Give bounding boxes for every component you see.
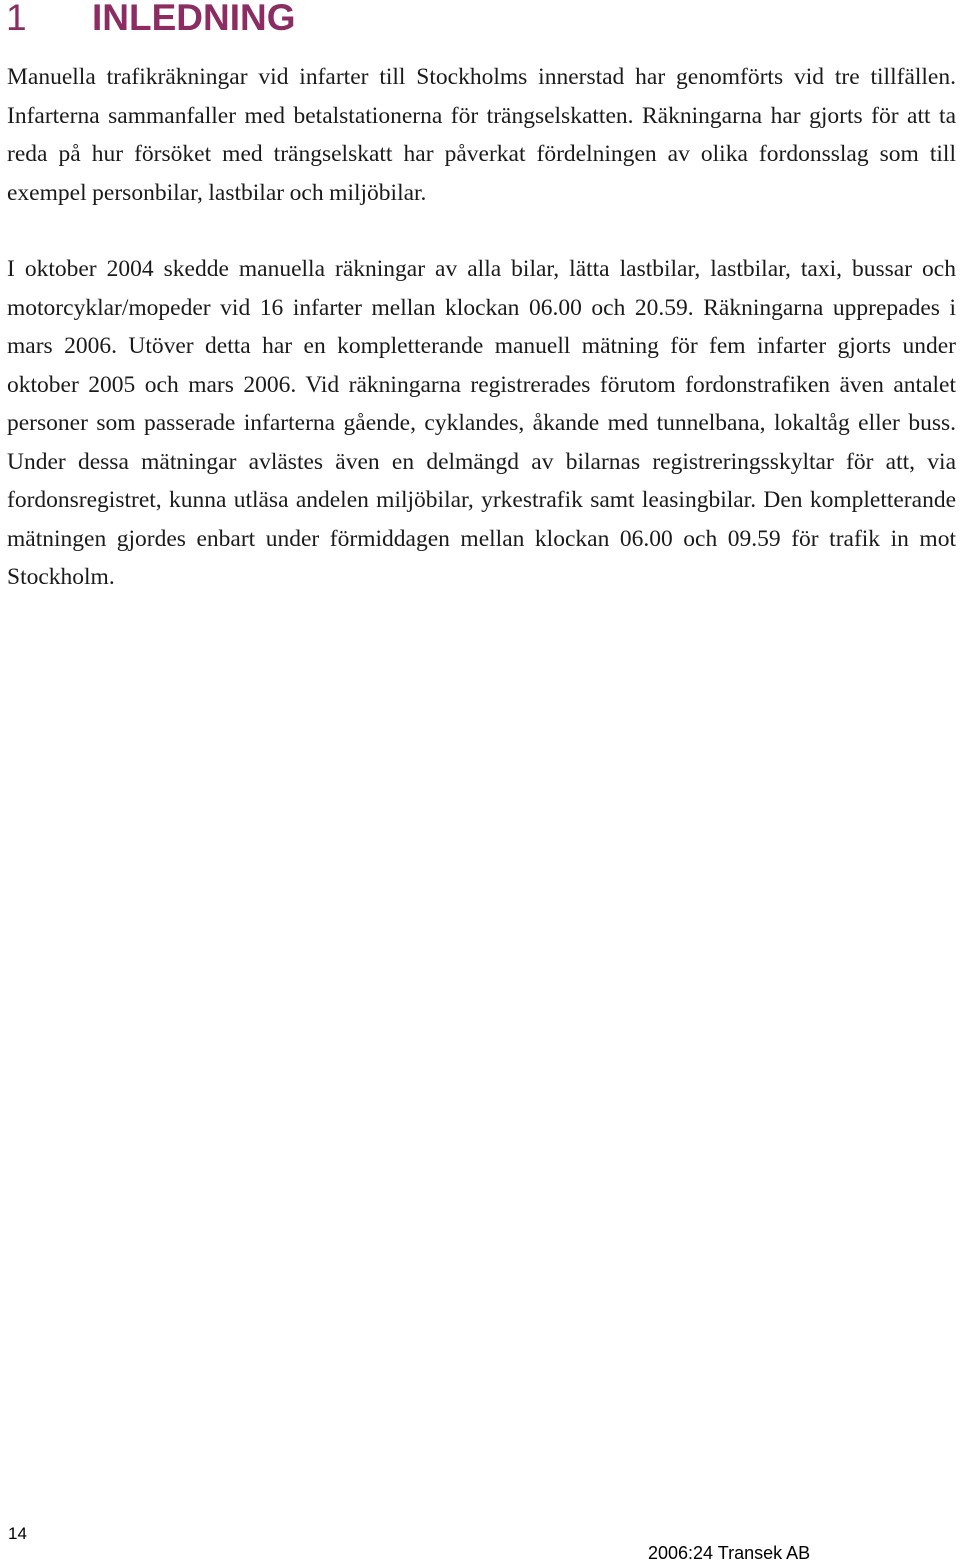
section-heading [6, 0, 296, 40]
paragraph-method: I oktober 2004 skedde manuella räkningar av alla bilar, lätta lastbilar, lastbilar, taxi, bussar och motorcyklar/mopeder vid 16 infarter mellan klockan 06.00 och 20.59. Räkningarna upprepades i mars 2006. Utöver detta har en kompletterande manuell mätning för fem infarter gjorts under oktober 2005 och mars 2006. Vid räkningarna registrerades förutom fordonstrafiken även antalet personer som passerade infarterna gående, cyklandes, åkande med tunnelbana, lokaltåg eller buss. Under dessa mätningar avlästes även en delmängd av bilarnas registreringsskyltar för att, via fordonsregistret, kunna utläsa andelen miljöbilar, yrkestrafik samt leasingbilar. Den kompletterande mätningen gjordes enbart under förmiddagen mellan klockan 06.00 och 09.59 för trafik in mot Stockholm. [7, 256, 956, 590]
report-id: 2006:24 Transek AB [648, 1543, 811, 1563]
page-number: 14 [8, 1524, 27, 1543]
paragraph-intro: Manuella trafikräkningar vid infarter till Stockholms innerstad har genomförts vid tre tillfällen. Infarterna sammanfaller med betalstationerna för trängselskatten. Räkningarna har gjorts för att ta reda på hur försöket med trängselskatt har påverkat fördelningen av olika fordonsslag som till exempel personbilar, lastbilar och miljöbilar. [7, 64, 956, 206]
section-title: INLEDNING [92, 0, 296, 38]
section-number: 1 [6, 0, 27, 38]
